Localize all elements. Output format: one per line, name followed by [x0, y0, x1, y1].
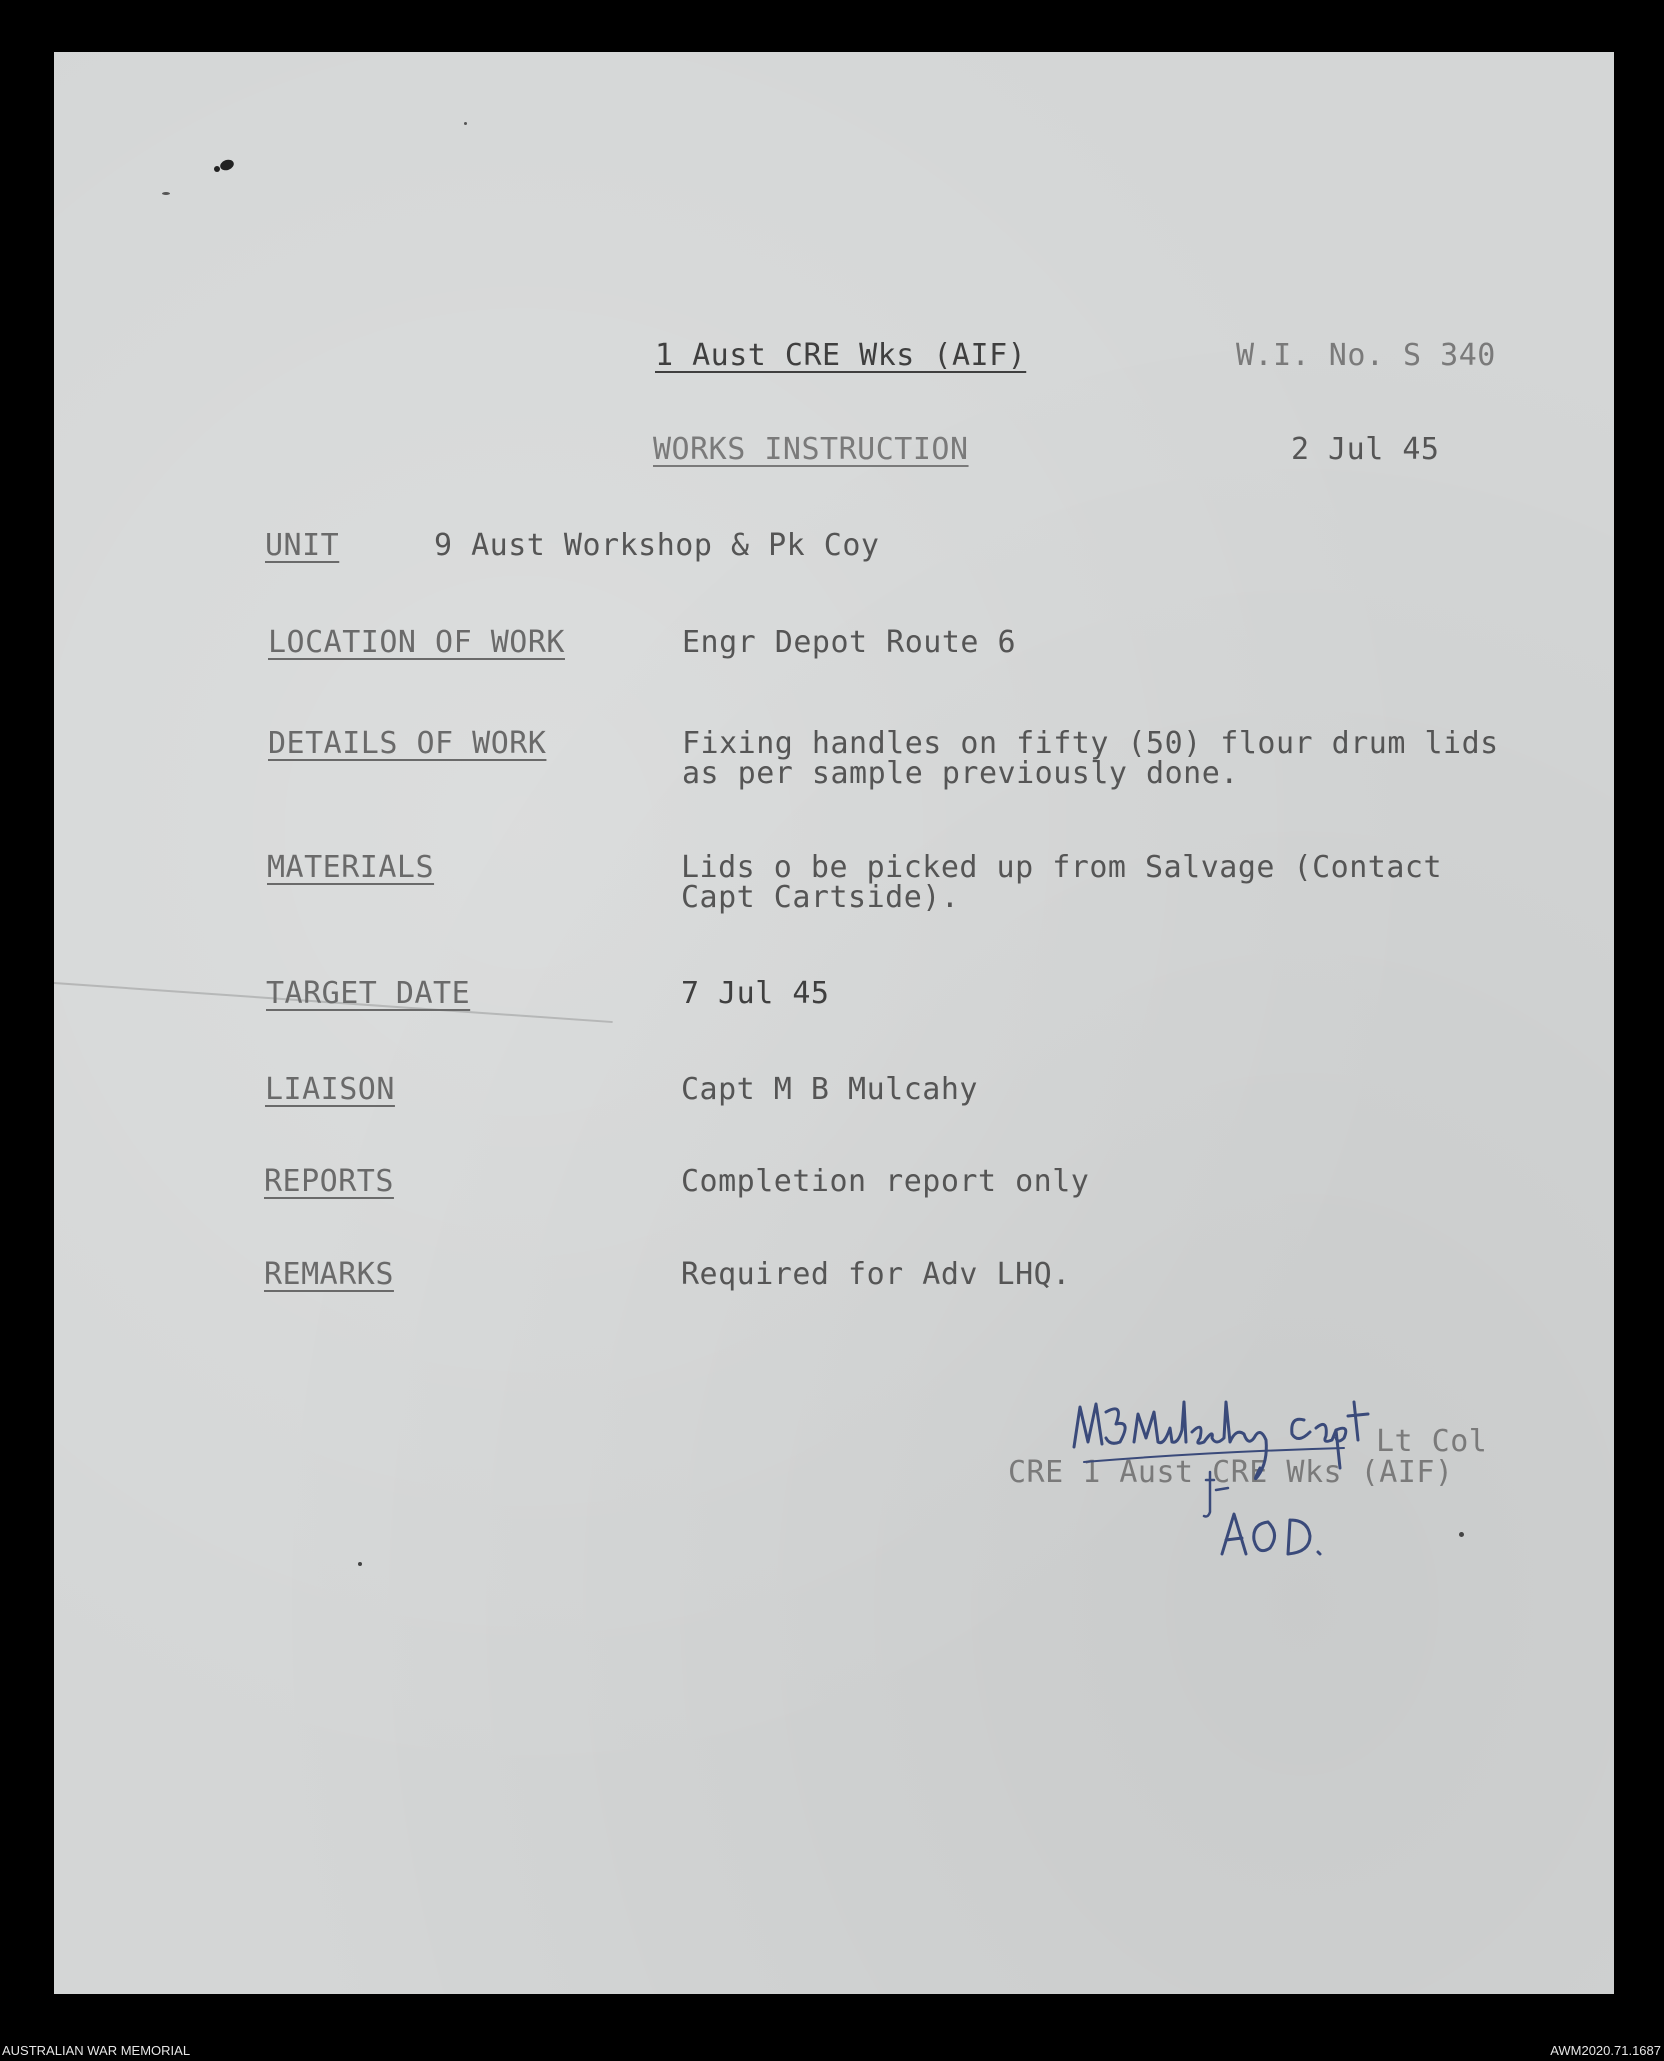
field-value-remarks: Required for Adv LHQ.: [681, 1257, 1071, 1292]
signature-appointment: CRE 1 Aust CRE Wks (AIF): [1008, 1455, 1454, 1490]
field-value-liaison: Capt M B Mulcahy: [681, 1072, 978, 1107]
footer-right: AWM2020.71.1687: [1550, 2043, 1661, 2058]
document-title: WORKS INSTRUCTION: [653, 432, 969, 467]
header-unit: 1 Aust CRE Wks (AIF): [655, 338, 1027, 373]
footer-left: AUSTRALIAN WAR MEMORIAL: [2, 2043, 191, 2058]
ink-speck: [214, 166, 220, 172]
ink-speck: [162, 192, 170, 195]
field-label-liaison: LIAISON: [265, 1072, 395, 1107]
ink-blot: [219, 158, 236, 172]
field-value-location: Engr Depot Route 6: [682, 625, 1017, 660]
field-label-location: LOCATION OF WORK: [268, 625, 565, 660]
handwritten-signature: [1054, 1372, 1534, 1572]
field-value-materials-line1: Lids o be picked up from Salvage (Contact: [681, 850, 1443, 885]
field-value-target-date: 7 Jul 45: [681, 976, 830, 1011]
field-value-materials-line2: Capt Cartside).: [681, 880, 960, 915]
field-label-details: DETAILS OF WORK: [268, 726, 547, 761]
field-value-reports: Completion report only: [681, 1164, 1090, 1199]
ink-speck: [464, 122, 467, 125]
field-label-unit: UNIT: [265, 528, 340, 563]
wi-number: W.I. No. S 340: [1236, 338, 1496, 373]
field-value-details-line1: Fixing handles on fifty (50) flour drum lids: [682, 726, 1499, 761]
document-date: 2 Jul 45: [1291, 432, 1440, 467]
ink-speck: [358, 1562, 362, 1566]
field-value-details-line2: as per sample previously done.: [682, 756, 1239, 791]
field-label-remarks: REMARKS: [264, 1257, 394, 1292]
field-value-unit: 9 Aust Workshop & Pk Coy: [434, 528, 880, 563]
field-label-materials: MATERIALS: [267, 850, 435, 885]
field-label-reports: REPORTS: [264, 1164, 394, 1199]
document-page: [54, 52, 1614, 1994]
signature-rank: Lt Col: [1376, 1424, 1488, 1459]
field-label-target-date: TARGET DATE: [266, 976, 471, 1011]
